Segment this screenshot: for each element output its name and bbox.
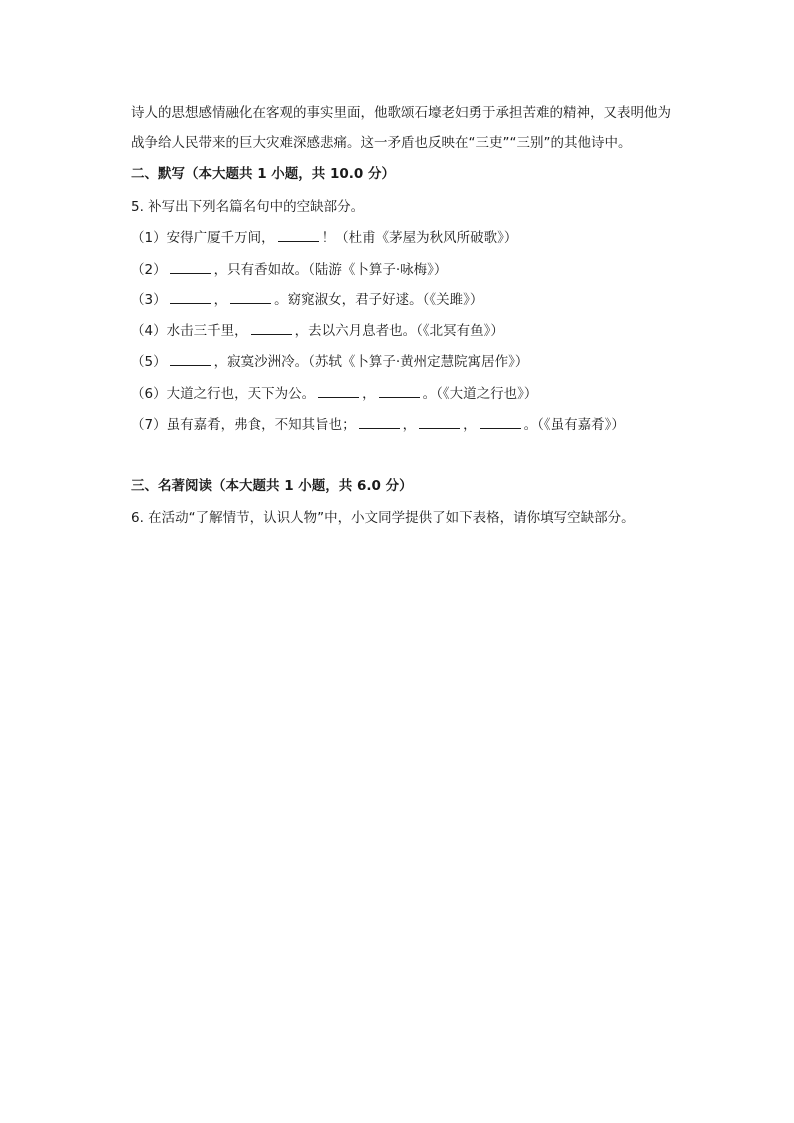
section-3-note: （本大题共 1 小题，共 6.0 分） (212, 478, 413, 494)
answer-blank[interactable] (419, 415, 460, 429)
q5-item-1 (131, 228, 517, 247)
q5-item-3-pre: （3） (131, 292, 167, 308)
q5-item-7-pre: （7）虽有嘉肴，弗食，不知其旨也； (131, 417, 356, 433)
intro-line-2: 战争给人民带来的巨大灾难深感悲痛。这一矛盾也反映在“三吏”“三别”的其他诗中。 (131, 135, 632, 151)
question-5-stem: 5. 补写出下列名篇名句中的空缺部分。 (131, 199, 365, 215)
q5-item-1-pre: （1）安得广厦千万间， (131, 230, 275, 246)
q5-item-6-pre: （6）大道之行也，天下为公。 (131, 386, 316, 402)
q5-item-4 (131, 321, 504, 340)
section-2-title: 二、默写 (131, 166, 185, 182)
answer-blank[interactable] (170, 260, 211, 274)
answer-blank[interactable] (251, 321, 292, 335)
answer-blank[interactable] (359, 415, 400, 429)
q5-item-5-post: ，寂寞沙洲冷。（苏轼《卜算子·黄州定慧院寓居作》） (213, 354, 529, 370)
q5-item-7-mid-2: ， (463, 417, 477, 433)
answer-blank[interactable] (170, 352, 211, 366)
q5-item-7-mid-1: ， (402, 417, 417, 433)
q5-item-7-post: 。（《虽有嘉肴》） (523, 417, 625, 433)
q5-item-2-pre: （2） (131, 262, 167, 278)
answer-blank[interactable] (480, 415, 521, 429)
section-2-heading (131, 165, 395, 183)
q5-item-3 (131, 290, 483, 309)
q5-item-2-post: ，只有香如故。（陆游《卜算子·咏梅》） (213, 262, 448, 278)
answer-blank[interactable] (230, 290, 271, 304)
q5-item-1-post: ！（杜甫《茅屋为秋风所破歌》） (321, 230, 518, 246)
section-3-title: 三、名著阅读 (131, 478, 212, 494)
q5-item-2 (131, 260, 447, 279)
answer-blank[interactable] (379, 384, 420, 398)
q5-item-6 (131, 384, 537, 403)
answer-blank[interactable] (318, 384, 359, 398)
intro-line-1: 诗人的思想感情融化在客观的事实里面，他歌颂石壕老妇勇于承担苦难的精神，又表明他为 (131, 105, 671, 121)
section-3-heading (131, 477, 413, 495)
q5-item-3-mid: ， (213, 292, 228, 308)
q5-item-4-post: ，去以六月息者也。（《北冥有鱼》） (294, 323, 504, 339)
q5-item-5-pre: （5） (131, 354, 167, 370)
q5-item-6-post: 。（《大道之行也》） (422, 386, 538, 402)
q5-item-7 (131, 415, 625, 434)
section-2-note: （本大题共 1 小题，共 10.0 分） (185, 166, 396, 182)
q5-item-4-pre: （4）水击三千里， (131, 323, 248, 339)
answer-blank[interactable] (170, 290, 211, 304)
q5-item-6-mid: ， (362, 386, 376, 402)
question-6-stem: 6. 在活动“了解情节，认识人物”中，小文同学提供了如下表格，请你填写空缺部分。 (131, 510, 635, 526)
answer-blank[interactable] (278, 228, 319, 242)
q5-item-3-post: 。窈窕淑女，君子好逑。（《关雎》） (274, 292, 484, 308)
q5-item-5 (131, 352, 528, 371)
